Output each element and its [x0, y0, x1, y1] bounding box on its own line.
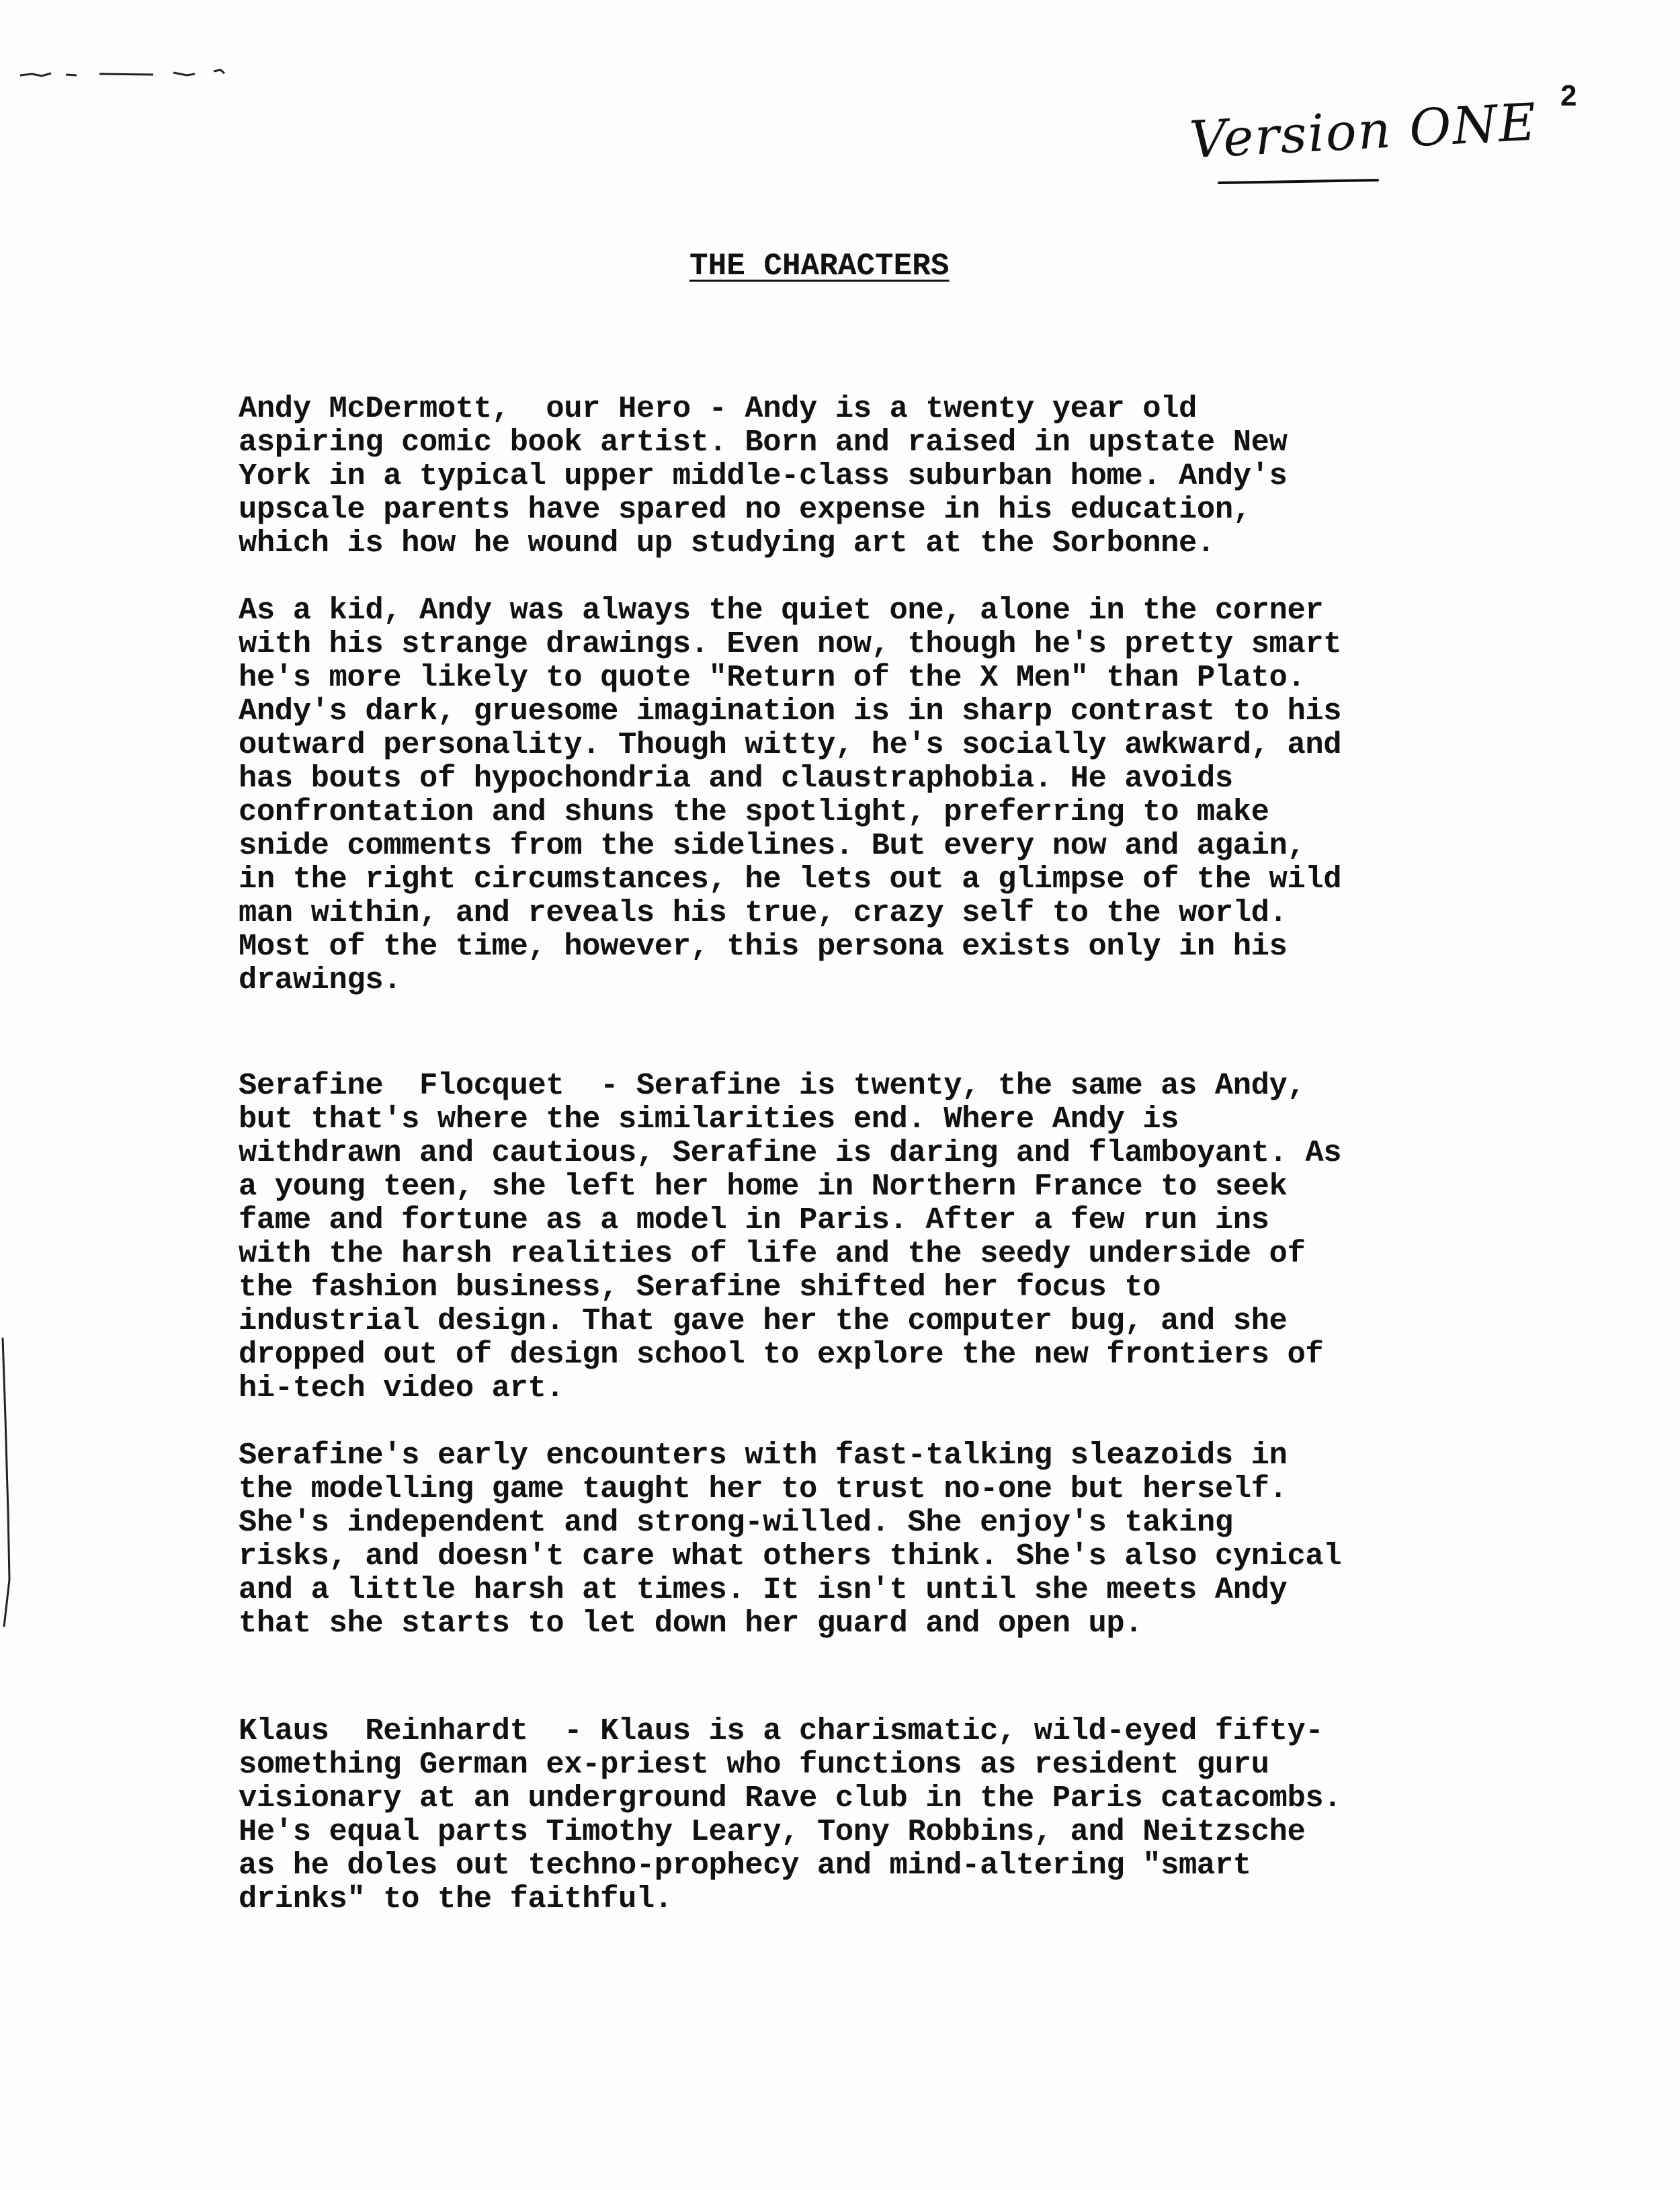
text-line: industrial design. That gave her the computer bug, and she — [239, 1303, 1288, 1338]
scan-artifact-mark — [19, 67, 234, 81]
text-line: the modelling game taught her to trust no-one but herself. — [239, 1471, 1288, 1506]
character-paragraph — [239, 1438, 1462, 1640]
character-andy — [239, 392, 1462, 997]
text-line: drawings. — [239, 963, 402, 998]
text-line: something German ex-priest who functions as resident guru — [239, 1747, 1269, 1782]
text-line: hi-tech video art. — [239, 1371, 564, 1406]
character-intro-text: - Andy is a twenty year old — [690, 391, 1197, 426]
text-line: in the right circumstances, he lets out a glimpse of the wild — [239, 862, 1342, 897]
character-serafine — [239, 1069, 1462, 1640]
text-line: a young teen, she left her home in Northern France to seek — [239, 1169, 1288, 1204]
character-first-line — [239, 1714, 1462, 1748]
character-first-line — [239, 392, 1462, 425]
character-name: Klaus Reinhardt — [239, 1713, 528, 1748]
text-line: that she starts to let down her guard and open up. — [239, 1606, 1143, 1641]
scan-artifact-edge — [0, 1338, 20, 1627]
character-intro-text: - Klaus is a charismatic, wild-eyed fifty- — [528, 1713, 1324, 1748]
section-heading: THE CHARACTERS — [689, 249, 950, 284]
text-line: the fashion business, Serafine shifted her focus to — [239, 1270, 1161, 1305]
text-line: man within, and reveals his true, crazy self to the world. — [239, 895, 1288, 930]
text-line: he's more likely to quote "Return of the X Men" than Plato. — [239, 660, 1306, 695]
handwritten-underline — [1218, 179, 1379, 184]
text-line: withdrawn and cautious, Serafine is daring and flamboyant. As — [239, 1135, 1342, 1170]
text-line: Most of the time, however, this persona exists only in his — [239, 929, 1288, 964]
character-paragraph — [239, 594, 1462, 997]
text-line: and a little harsh at times. It isn't until she meets Andy — [239, 1572, 1288, 1607]
page-number: 2 — [1560, 79, 1577, 112]
character-paragraph — [239, 1714, 1462, 1916]
text-line: as he doles out techno-prophecy and mind-altering "smart — [239, 1848, 1251, 1883]
text-line: He's equal parts Timothy Leary, Tony Robbins, and Neitzsche — [239, 1814, 1306, 1849]
text-line: confrontation and shuns the spotlight, preferring to make — [239, 795, 1269, 829]
text-line: which is how he wound up studying art at the Sorbonne. — [239, 526, 1215, 561]
text-line: risks, and doesn't care what others think. She's also cynical — [239, 1539, 1342, 1574]
text-line: outward personality. Though witty, he's socially awkward, and — [239, 727, 1342, 762]
text-line: Andy's dark, gruesome imagination is in sharp contrast to his — [239, 694, 1342, 729]
handwritten-version-note: Version ONE — [1188, 91, 1539, 170]
character-paragraph — [239, 392, 1462, 560]
text-line: Serafine's early encounters with fast-talking sleazoids in — [239, 1438, 1288, 1473]
text-line: drinks" to the faithful. — [239, 1881, 673, 1916]
text-line: York in a typical upper middle-class suburban home. Andy's — [239, 458, 1288, 493]
character-name: Serafine Flocquet — [239, 1068, 564, 1103]
text-line: with the harsh realities of life and the seedy underside of — [239, 1236, 1306, 1271]
text-line: but that's where the similarities end. Where Andy is — [239, 1102, 1179, 1137]
text-line: snide comments from the sidelines. But every now and again, — [239, 828, 1306, 863]
text-line: fame and fortune as a model in Paris. After a few run ins — [239, 1203, 1269, 1238]
character-name: Andy McDermott, our Hero — [239, 391, 691, 426]
text-line: She's independent and strong-willed. She enjoy's taking — [239, 1505, 1233, 1540]
text-line: with his strange drawings. Even now, though he's pretty smart — [239, 626, 1342, 661]
text-line: dropped out of design school to explore the new frontiers of — [239, 1337, 1324, 1372]
text-line: upscale parents have spared no expense in his education, — [239, 492, 1251, 527]
character-paragraph — [239, 1069, 1462, 1405]
character-intro-text: - Serafine is twenty, the same as Andy, — [564, 1068, 1306, 1103]
text-line: As a kid, Andy was always the quiet one, alone in the corner — [239, 593, 1324, 628]
text-line: has bouts of hypochondria and claustraphobia. He avoids — [239, 761, 1233, 796]
character-first-line — [239, 1069, 1462, 1102]
text-line: aspiring comic book artist. Born and raised in upstate New — [239, 425, 1288, 460]
text-line: visionary at an underground Rave club in the Paris catacombs. — [239, 1781, 1342, 1816]
character-klaus — [239, 1714, 1462, 1916]
